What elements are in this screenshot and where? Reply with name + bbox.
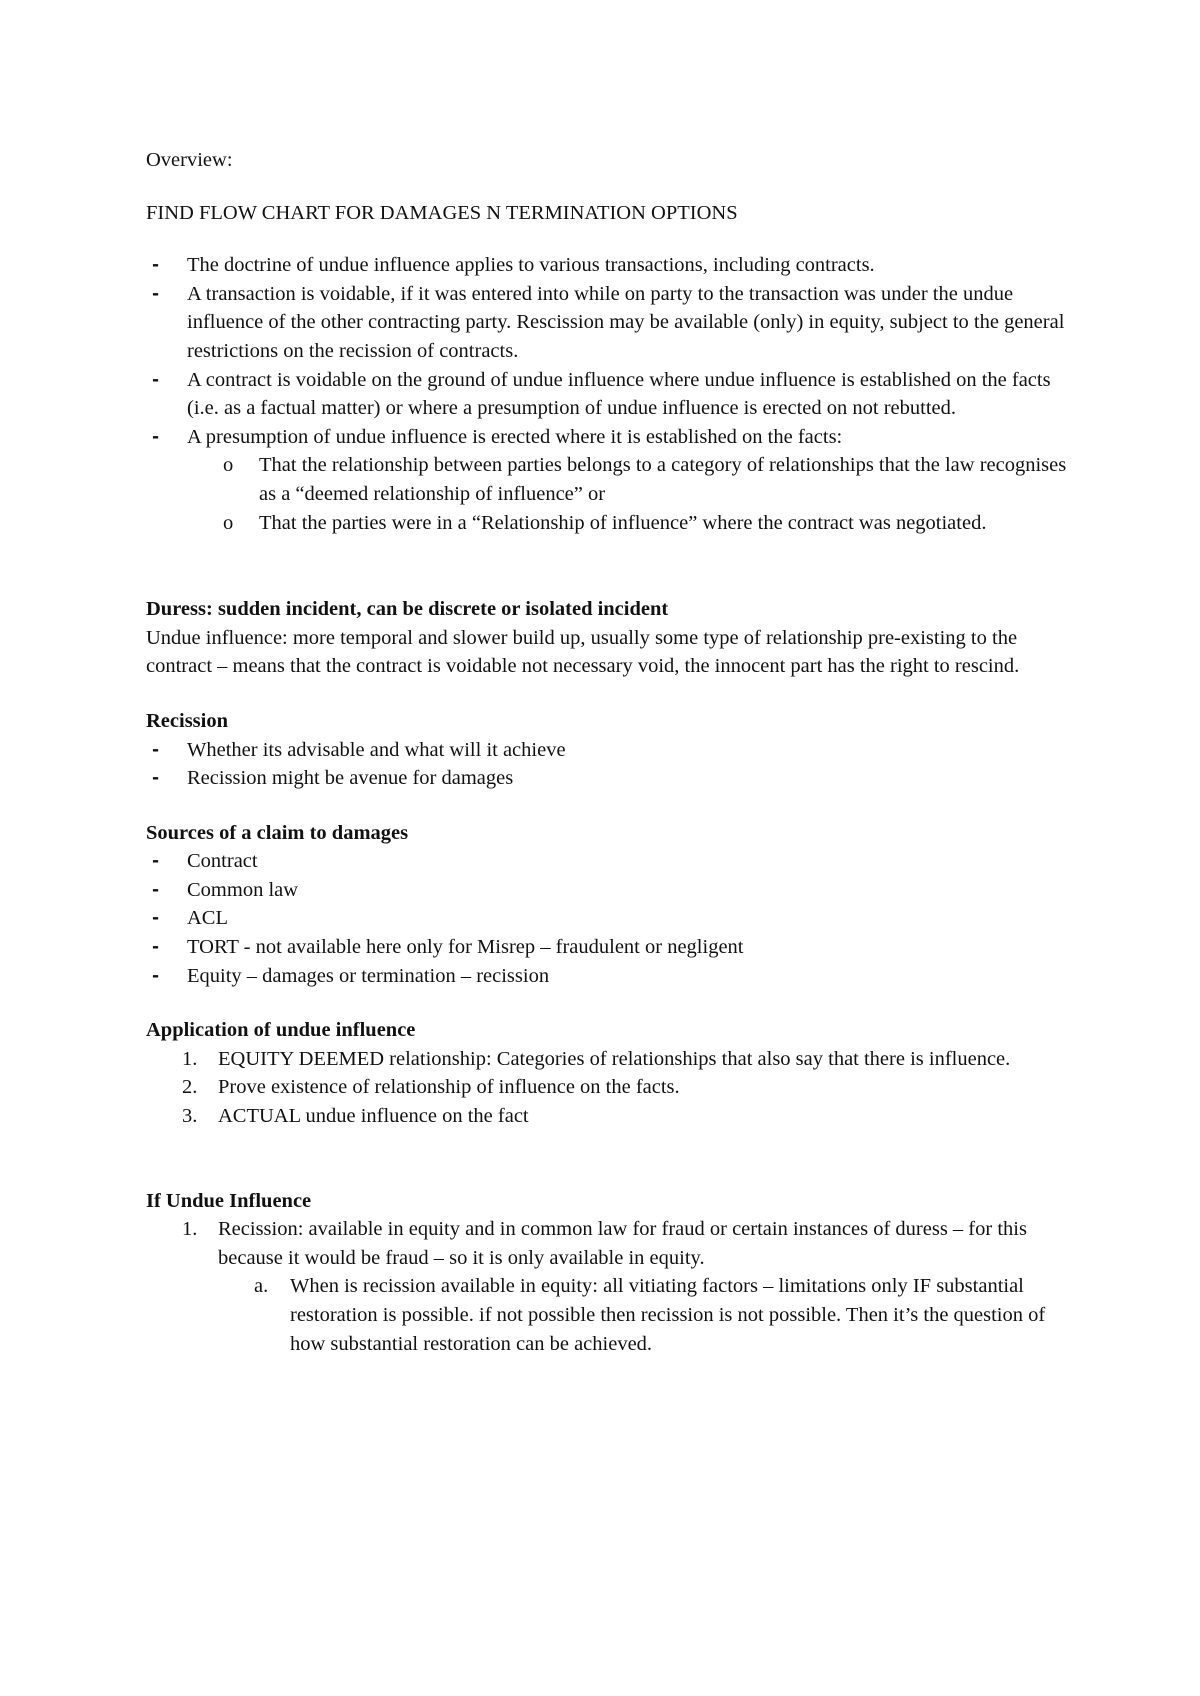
duress-text: Undue influence: more temporal and slower build up, usually some type of relationship pre-existing to the contract – means that the contract is voidable not necessary void, the innocent part has the right to rescind.	[146, 626, 1020, 678]
list-item-text: Recission: available in equity and in common law for fraud or certain instances of duress – for this because it would be fraud – so it is only available in equity.	[218, 1218, 1027, 1269]
application-heading: Application of undue influence	[146, 1019, 416, 1042]
list-item	[146, 509, 1076, 538]
list-item-text: That the relationship between parties belongs to a category of relationships that the law recognises as a “deemed relationship of influence” or	[259, 454, 1067, 505]
list-item-text: That the parties were in a “Relationship of influence” where the contract was negotiated.	[259, 511, 987, 534]
if-undue-sub-list	[218, 1272, 1076, 1358]
list-item: - A contract is voidable on the ground of undue influence where undue influence is established on the facts (i.e. as a factual matter) or where a presumption of undue influence is erected on not rebutted.	[146, 366, 1076, 423]
if-undue-heading: If Undue Influence	[146, 1189, 312, 1212]
spacer	[146, 537, 1076, 595]
flowchart-note: FIND FLOW CHART FOR DAMAGES N TERMINATION OPTIONS	[146, 201, 738, 224]
spacer	[146, 990, 1076, 1016]
list-item	[146, 1073, 1076, 1102]
presumption-sub-list	[146, 451, 1076, 537]
overview-label: Overview:	[146, 149, 233, 171]
spacer	[146, 1131, 1076, 1187]
list-marker: o	[223, 454, 234, 477]
spacer	[146, 793, 1076, 819]
recission-bullet-list	[146, 736, 1076, 793]
if-undue-numbered-list	[146, 1215, 1076, 1358]
list-item-text: A presumption of undue influence is erected where it is established on the facts:	[187, 425, 843, 448]
list-item: - Contract	[146, 847, 1076, 876]
list-item-text: ACTUAL undue influence on the fact	[218, 1105, 529, 1128]
sources-bullet-list	[146, 847, 1076, 990]
list-marker: o	[223, 511, 234, 534]
list-item: - ACL	[146, 904, 1076, 933]
list-marker: 1.	[182, 1047, 198, 1070]
list-item: - The doctrine of undue influence applies to various transactions, including contracts.	[146, 251, 1076, 280]
list-marker: 3.	[182, 1105, 198, 1128]
recission-heading: Recission	[146, 709, 228, 732]
list-item: - Whether its advisable and what will it achieve	[146, 736, 1076, 765]
list-marker: a.	[254, 1275, 269, 1298]
list-item: - A transaction is voidable, if it was entered into while on party to the transaction was under the undue influence of the other contracting party. Rescission may be available (only) in equity, subject to the general restrictions on the recission of contracts.	[146, 280, 1076, 366]
list-item	[146, 1215, 1076, 1358]
spacer	[146, 681, 1076, 707]
duress-heading: Duress: sudden incident, can be discrete or isolated incident	[146, 598, 669, 621]
list-item: - Recission might be avenue for damages	[146, 764, 1076, 793]
list-item	[218, 1272, 1076, 1358]
list-item: - TORT - not available here only for Misrep – fraudulent or negligent	[146, 933, 1076, 962]
list-marker: 1.	[182, 1218, 198, 1241]
list-item	[146, 451, 1076, 508]
list-item	[146, 1102, 1076, 1131]
list-item	[146, 423, 1076, 537]
list-marker: 2.	[182, 1076, 198, 1099]
list-item-text: When is recission available in equity: all vitiating factors – limitations only IF substantial restoration is possible. if not possible then recission is not possible. Then it’s the question of how substantial restoration can be achieved.	[290, 1275, 1046, 1355]
list-item	[146, 1045, 1076, 1074]
list-item: - Equity – damages or termination – recission	[146, 962, 1076, 991]
application-numbered-list	[146, 1045, 1076, 1131]
sources-heading: Sources of a claim to damages	[146, 821, 409, 844]
list-item-text: EQUITY DEEMED relationship: Categories of relationships that also say that there is influence.	[218, 1047, 1011, 1070]
list-item: - Common law	[146, 876, 1076, 905]
overview-bullet-list	[146, 251, 1076, 537]
document-body	[146, 146, 1076, 1358]
list-item-text: Prove existence of relationship of influence on the facts.	[218, 1076, 680, 1099]
